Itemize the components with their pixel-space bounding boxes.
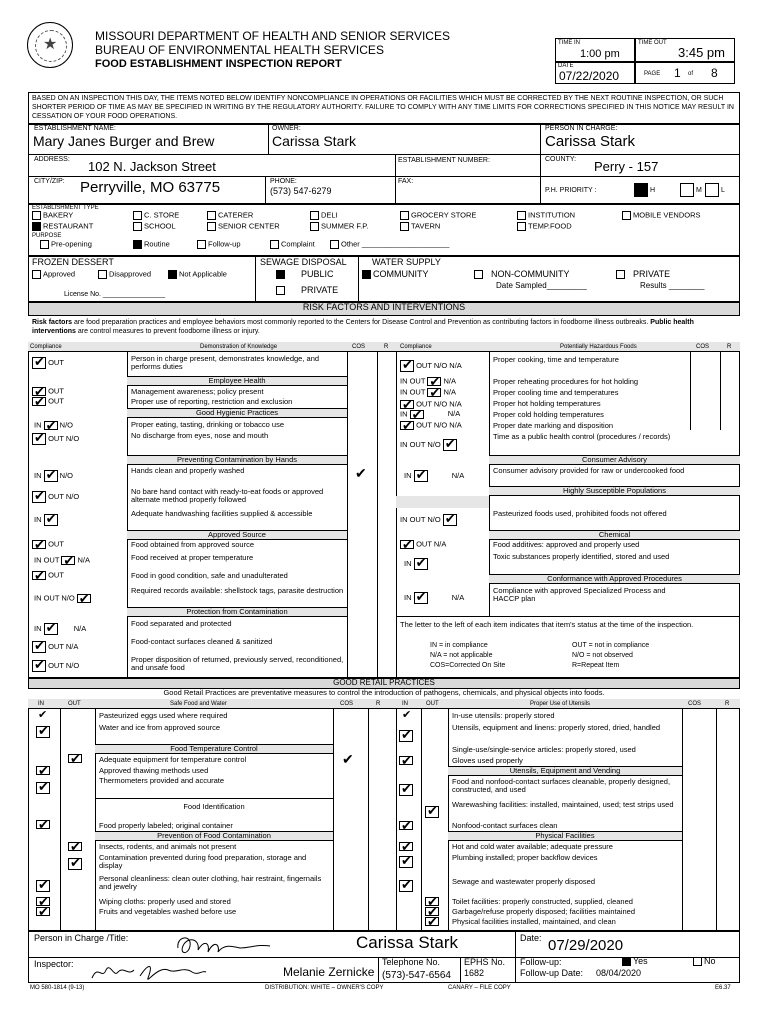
fax-label: FAX: [398,178,414,185]
risk-right-3-text: Proper hot holding temperatures [493,399,601,408]
gp-left-10-out-check[interactable] [68,858,82,870]
risk-left-8-text: Hands clean and properly washed [131,466,245,475]
risk-left-9-text: No bare hand contact with ready-to-eat foods or approved alternate method properly followed [131,487,324,505]
gp-right-6-text: Warewashing facilities: installed, maintained, used; test strips used [452,800,674,809]
risk-left-19-code[interactable]: ✔ OUT N/O [32,660,79,672]
gp-safe-header: Safe Food and Water [170,701,227,707]
sewage-private[interactable]: PRIVATE [276,286,338,296]
gp-section-temperature: Food Temperature Control [95,744,333,754]
page-label: PAGE [644,71,661,77]
inspector-label: Inspector: [34,959,74,969]
gp-cos-header-right: COS [688,701,702,707]
risk-left-15-text: Required records available: shellstock tags, parasite destruction [131,586,344,595]
risk-right-13-text: Toxic substances properly identified, stored and used [493,552,670,561]
type-label: ESTABLISHMENT TYPE [32,205,99,211]
gp-left-9-out-check[interactable] [68,842,82,851]
notice-text: BASED ON AN INSPECTION THIS DAY, THE ITEMS NOTED BELOW IDENTIFY NONCOMPLIANCE IN OPERATIONS OR FACILITIES WHICH MUST BE CORRECTED BY THE NEXT ROUTINE INSPECTION, OR SUCH SHORTER PERIOD OF TIME AS MAY BE SPECIFIED IN WRITING BY THE REGULATORY AUTHORITY. FAILURE TO COMPLY WITH ANY TIME LIMITS FOR CORRECTIONS SPECIFIED IN THIS NOTICE MAY RESULT IN CESSATION OF YOUR FOOD OPERATIONS. [28,92,740,124]
gp-in-header: IN [38,701,44,707]
gp-right-0-text: In-use utensils: properly stored [452,711,555,720]
gp-left-1-in-check[interactable] [36,726,50,738]
ephs-value[interactable]: 1682 [464,968,485,978]
gp-right-7-in-check[interactable] [399,821,413,830]
time-out-value: 3:45 pm [678,45,725,60]
type-institution[interactable]: INSTITUTION [517,211,575,220]
legend-text: The letter to the left of each item indicates that item's status at the time of the inspection. [400,620,694,629]
county-value[interactable]: Perry - 157 [594,159,659,174]
section-employee-health: Employee Health [127,376,347,386]
type-mobile[interactable]: MOBILE VENDORS [622,211,701,220]
gp-in-header-right: IN [402,701,408,707]
risk-right-5-code[interactable]: ✔ OUT N/O N/A [400,421,462,430]
frozen-disapproved[interactable]: Disapproved [98,270,151,279]
priority-label: P.H. PRIORITY : [545,187,597,194]
risk-left-6-text: No discharge from eyes, nose and mouth [131,431,269,440]
est-name-value[interactable]: Mary Janes Burger and Brew [33,133,215,149]
section-consumer: Consumer Advisory [489,455,740,465]
section-conformance: Conformance with Approved Procedures [489,574,740,584]
page-number: 1 [674,66,681,80]
cityzip-value[interactable]: Perryville, MO 63775 [80,179,221,196]
canary: CANARY – FILE COPY [448,985,511,991]
gp-section-utensils-equipment: Utensils, Equipment and Vending [448,766,682,776]
ephs-label: EPHS No. [464,957,506,967]
gp-right-10-in-check[interactable] [399,856,413,868]
purpose-followup[interactable]: Follow-up [197,240,241,249]
cos-header: COS [352,344,366,350]
address-label: ADDRESS: [34,156,70,163]
risk-left-18-text: Food-contact surfaces cleaned & sanitized [131,637,273,646]
gp-left-1-text: Water and ice from approved source [99,723,221,732]
purpose-routine[interactable]: Routine [133,240,170,249]
form-number: MO 580-1814 (9-13) [30,985,85,991]
purpose-preopening[interactable]: Pre-opening [40,240,92,249]
priority-l-checkbox[interactable] [705,183,719,197]
pic-label: PERSON IN CHARGE: [545,125,618,132]
risk-right-1-code[interactable]: IN OUT ✔ N/A [400,377,456,386]
type-grocery[interactable]: GROCERY STORE [400,211,476,220]
type-caterer[interactable]: CATERER [207,211,253,220]
page-box [635,62,735,84]
risk-right-10-code[interactable]: IN OUT N/O ✔ [400,514,457,526]
risk-left-17-text: Food separated and protected [131,619,232,628]
water-community[interactable]: COMMUNITY [362,270,429,280]
gp-right-12-text: Toilet facilities: properly constructed, supplied, cleaned [452,897,633,906]
gp-left-3-cos-check[interactable]: ✔ [342,751,354,767]
gp-out-header-right: OUT [426,701,439,707]
est-number-label: ESTABLISHMENT NUMBER: [398,157,490,164]
type-temp[interactable]: TEMP.FOOD [517,222,572,231]
gp-right-0-in-check[interactable]: ✔ [402,709,412,721]
risk-left-18-code[interactable]: ✔ OUT N/A [32,641,78,653]
pic-signature[interactable] [170,930,280,960]
risk-left-3-text: Proper use of reporting, restriction and exclusion [131,397,293,406]
gp-left-5-in-check[interactable] [36,782,50,794]
gp-right-3-text: Gloves used properly [452,756,523,765]
gp-r-header: R [376,701,381,707]
gp-intro: Good Retail Practices are preventative measures to control the introduction of pathogens, chemicals, and physical objects into foods. [163,688,605,697]
type-school[interactable]: SCHOOL [133,222,176,231]
water-noncommunity[interactable]: NON-COMMUNITY [474,270,570,280]
gp-right-11-text: Sewage and wastewater properly disposed [452,877,596,886]
phf-header: Potentially Hazardous Foods [560,344,637,350]
section-hsp: Highly Susceptible Populations [489,486,740,496]
county-label: COUNTY: [545,156,577,163]
risk-right-12-code[interactable]: ✔ OUT N/A [400,540,446,549]
risk-left-10-code[interactable]: IN ✔ [34,514,58,526]
section-hygienic: Good Hygienic Practices [127,408,347,418]
section-hands: Preventing Contamination by Hands [127,455,347,465]
gp-left-13-in-check[interactable] [36,907,50,916]
risk-right-13-code[interactable]: IN ✔ [404,558,428,570]
risk-right-15-text: Compliance with approved Specialized Process and HACCP plan [493,586,666,604]
risk-left-5-code[interactable]: IN ✔ N/O [34,421,73,430]
gp-right-14-out-check[interactable] [425,917,439,926]
risk-left-6-code[interactable]: ✔ OUT N/O [32,433,79,445]
license-field[interactable]: License No. ________________ [64,291,166,298]
priority-m-checkbox[interactable] [680,183,694,197]
telephone-value[interactable]: (573)-547-6564 [382,970,451,981]
gp-left-10-text: Contamination prevented during food preparation, storage and display [99,853,307,871]
section-chemical: Chemical [489,530,740,540]
results[interactable]: Results ________ [640,281,705,290]
followup-date-label: Follow-up Date: [520,968,584,978]
risk-left-0-text: Person in charge present, demonstrates knowledge, and performs duties [131,354,320,372]
risk-left-14-code[interactable]: ✔ OUT [32,571,64,580]
gp-left-0-text: Pasteurized eggs used where required [99,711,228,720]
page-total: 8 [711,66,718,80]
risk-right-2-text: Proper cooling time and temperatures [493,388,619,397]
gp-section-identification: Food Identification [95,798,333,814]
time-in-box[interactable] [555,38,635,62]
risk-left-10-text: Adequate handwashing facilities supplied & accessible [131,509,313,518]
compliance-header: Compliance [30,344,62,350]
gp-cos-header: COS [340,701,354,707]
frozen-na[interactable]: Not Applicable [168,270,227,279]
purpose-label: PURPOSE [32,233,62,239]
inspector-signature[interactable] [88,958,208,984]
dept-name: MISSOURI DEPARTMENT OF HEALTH AND SENIOR SERVICES [95,29,450,43]
risk-right-4-code[interactable]: IN ✔ N/A [400,410,460,419]
gp-out-header: OUT [68,701,81,707]
risk-right-15-code[interactable]: IN ✔ N/A [404,592,464,604]
gp-left-12-text: Wiping cloths: properly used and stored [99,897,231,906]
gp-left-11-in-check[interactable] [36,880,50,892]
r-header: R [384,344,389,350]
gp-right-9-text: Hot and cold water available; adequate pressure [452,842,613,851]
risk-left-12-text: Food obtained from approved source [131,540,254,549]
time-out-box[interactable] [635,38,735,62]
gp-section-facilities: Physical Facilities [448,831,682,841]
gp-left-3-out-check[interactable] [68,754,82,763]
telephone-label: Telephone No. [382,957,441,967]
section-protection: Protection from Contamination [127,607,347,617]
gp-right-1-in-check[interactable] [399,730,413,742]
gp-left-7-text: Food properly labeled; original container [99,821,233,830]
pic-title-label: Person in Charge /Title: [34,933,129,943]
of-label: of [688,71,694,77]
footer-date[interactable]: 07/29/2020 [548,937,624,954]
risk-left-15-code[interactable]: IN OUT N/O ✔ [34,594,91,603]
risk-right-1-text: Proper reheating procedures for hot holding [493,377,639,386]
time-in-value: 1:00 pm [580,48,620,60]
risk-left-3-code[interactable]: ✔ OUT [32,397,64,406]
owner-value[interactable]: Carissa Stark [272,133,357,149]
date-sampled[interactable]: Date Sampled_________ [496,281,587,290]
gp-left-9-text: Insects, rodents, and animals not present [99,842,237,851]
risk-right-3-code[interactable]: ✔ OUT N/O N/A [400,400,462,409]
followup-no[interactable]: No [693,957,716,967]
type-summer[interactable]: SUMMER F.P. [310,222,368,231]
gp-right-6-out-check[interactable] [425,806,439,818]
footer-date-label: Date: [520,933,542,943]
purpose-complaint[interactable]: Complaint [270,240,315,249]
risk-right-4-text: Proper cold holding temperatures [493,410,604,419]
distribution: DISTRIBUTION: WHITE – OWNER'S COPY [265,985,384,991]
risk-right-6-text: Time as a public health control (procedures / records) [493,432,671,441]
est-name-label: ESTABLISHMENT NAME: [34,125,116,132]
risk-right-0-text: Proper cooking, time and temperature [493,355,619,364]
risk-right-6-code[interactable]: IN OUT N/O ✔ [400,439,457,451]
frozen-label: FROZEN DESSERT [32,257,114,267]
legend-no: N/O = not observed [572,652,633,659]
risk-left-13-code[interactable]: IN OUT ✔ N/A [34,556,90,565]
risk-intro: Risk factors are food preparation practices and employee behaviors most commonly reported to the Centers for Disease Control and Prevention as contributing factors in foodborne illness outbreaks. Public health interventions are control measures to prevent foodborne illness or injury. [32,319,694,336]
risk-right-12-text: Food additives: approved and properly used [493,540,640,549]
type-restaurant[interactable]: RESTAURANT [32,222,93,231]
type-deli[interactable]: DELI [310,211,338,220]
cos-header-right: COS [696,344,710,350]
gp-right-5-text: Food and nonfood-contact surfaces cleanable, properly designed, constructed, and used [452,777,671,795]
date-value: 07/22/2020 [559,69,620,83]
gp-right-14-text: Physical facilities installed, maintained, and clean [452,917,616,926]
cos-check-hands[interactable]: ✔ [355,465,367,481]
risk-left-5-text: Proper eating, tasting, drinking or tobacco use [131,420,285,429]
priority-m-label: M [696,187,702,194]
phone-value[interactable]: (573) 547-6279 [270,186,332,196]
cityzip-label: CITY/ZIP: [34,178,65,185]
gp-left-13-text: Fruits and vegetables washed before use [99,907,237,916]
gp-left-11-text: Personal cleanliness: clean outer clothing, hair restraint, fingernails and jewelry [99,874,322,892]
inspector-name[interactable]: Melanie Zernicke [283,965,375,979]
priority-h-label: H [650,187,656,194]
followup-date[interactable]: 08/04/2020 [596,968,642,978]
risk-right-10-text: Pasteurized foods used, prohibited foods not offered [493,509,667,518]
section-approved-source: Approved Source [127,530,347,540]
legend-r: R=Repeat Item [572,662,620,669]
gp-right-10-text: Plumbing installed; proper backflow devices [452,853,598,862]
frozen-approved[interactable]: Approved [32,270,75,279]
risk-right-8-code[interactable]: IN ✔ N/A [404,470,464,482]
risk-left-8-code[interactable]: IN ✔ N/O [34,470,73,482]
gp-right-1-text: Utensils, equipment and linens: properly stored, dried, handled [452,723,661,732]
risk-left-9-code[interactable]: ✔ OUT N/O [32,491,79,503]
legend-out: OUT = not in compliance [572,642,650,649]
date-box[interactable] [555,62,635,84]
gp-section-prevention: Prevention of Food Contamination [95,831,333,841]
gp-left-4-text: Approved thawing methods used [99,766,209,775]
legend-in: IN = in compliance [430,642,488,649]
gp-left-0-in-check[interactable]: ✔ [38,709,48,721]
gp-left-3-text: Adequate equipment for temperature control [99,755,247,764]
gp-right-7-text: Nonfood-contact surfaces clean [452,821,558,830]
gp-left-7-in-check[interactable] [36,820,50,829]
gp-right-5-in-check[interactable] [399,784,413,796]
risk-left-14-text: Food in good condition, safe and unadulterated [131,571,288,580]
purpose-other[interactable]: Other _____________________ [330,240,449,249]
risk-right-0-code[interactable]: ✔ OUT N/O N/A [400,360,462,372]
gp-right-11-in-check[interactable] [399,880,413,892]
type-cstore[interactable]: C. STORE [133,211,179,220]
sewage-public[interactable]: PUBLIC [276,270,334,280]
risk-left-12-code[interactable]: ✔ OUT [32,540,64,549]
risk-left-17-code[interactable]: IN ✔ N/A [34,623,86,635]
gp-title: GOOD RETAIL PRACTICES [28,678,740,689]
risk-left-19-text: Proper disposition of returned, previously served, reconditioned, and unsafe food [131,655,344,673]
gp-left-4-in-check[interactable] [36,766,50,775]
form-title: FOOD ESTABLISHMENT INSPECTION REPORT [95,58,342,70]
risk-left-0-code[interactable]: ✔ OUT [32,357,64,369]
water-label: WATER SUPPLY [372,257,441,267]
gp-utensils-header: Proper Use of Utensils [530,701,591,707]
owner-label: OWNER: [272,125,301,132]
risk-left-2-code[interactable]: ✔ OUT [32,387,64,396]
followup-yes[interactable]: Yes [622,957,648,967]
legend-cos: COS=Corrected On Site [430,662,506,669]
risk-right-2-code[interactable]: IN OUT ✔ N/A [400,388,456,397]
type-bakery[interactable]: BAKERY [32,211,73,220]
compliance-header-right: Compliance [400,344,432,350]
time-in-label: TIME IN [558,40,580,46]
priority-h-checkbox[interactable] [634,183,648,197]
address-value[interactable]: 102 N. Jackson Street [88,159,216,174]
form-code: E6.37 [715,985,731,991]
gp-right-9-in-check[interactable] [399,842,413,851]
bureau-name: BUREAU OF ENVIRONMENTAL HEALTH SERVICES [95,43,384,57]
legend-na: N/A = not applicable [430,652,493,659]
risk-right-5-text: Proper date marking and disposition [493,421,614,430]
pic-name[interactable]: Carissa Stark [356,933,459,952]
state-seal-icon [27,22,73,68]
type-tavern[interactable]: TAVERN [400,222,440,231]
risk-left-13-text: Food received at proper temperature [131,553,254,562]
priority-l-label: L [721,187,725,194]
pic-value[interactable]: Carissa Stark [545,133,636,150]
risk-title: RISK FACTORS AND INTERVENTIONS [28,302,740,316]
gp-left-5-text: Thermometers provided and accurate [99,776,225,785]
risk-right-8-text: Consumer advisory provided for raw or undercooked food [493,466,685,475]
risk-left-2-text: Management awareness; policy present [131,387,264,396]
gp-r-header-right: R [725,701,730,707]
time-out-label: TIME OUT [638,40,667,46]
r-header-right: R [727,344,732,350]
date-label: DATE [558,63,574,69]
followup-label: Follow-up: [520,957,562,967]
sewage-label: SEWAGE DISPOSAL [260,257,347,267]
type-senior[interactable]: SENIOR CENTER [207,222,280,231]
phone-label: PHONE: [270,178,297,185]
water-private[interactable]: PRIVATE [616,270,670,280]
dk-header: Demonstration of Knowledge [200,344,278,350]
gp-right-3-in-check[interactable] [399,756,413,765]
gp-right-13-text: Garbage/refuse properly disposed; facilities maintained [452,907,636,916]
gp-right-2-text: Single-use/single-service articles: properly stored, used [452,745,636,754]
